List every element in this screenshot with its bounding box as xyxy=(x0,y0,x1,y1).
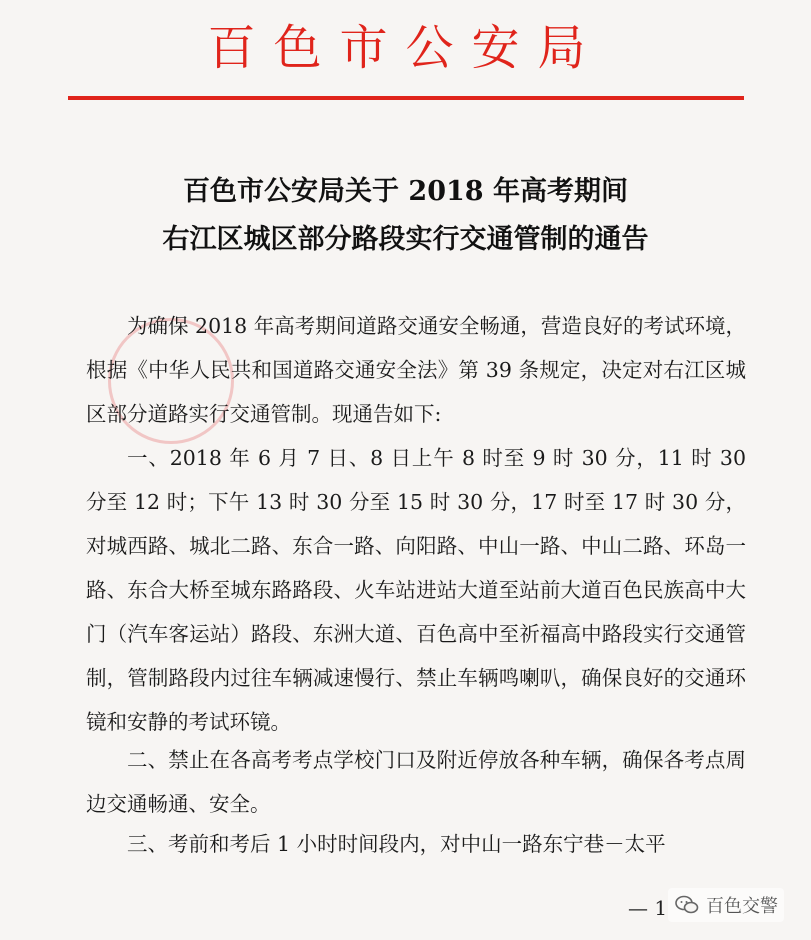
page-number: — 1 xyxy=(628,896,668,920)
clause-2-paragraph: 二、禁止在各高考考点学校门口及附近停放各种车辆，确保各考点周边交通畅通、安全。 xyxy=(86,748,746,816)
red-divider-line xyxy=(68,96,744,100)
intro-paragraph: 为确保 2018 年高考期间道路交通安全畅通，营造良好的考试环境，根据《中华人民共和国道路交通安全法》第 39 条规定，决定对右江区城区部分道路实行交通管制。现通告如下: xyxy=(86,314,746,426)
document-title-line-1: 百色市公安局关于 2018 年高考期间 xyxy=(183,176,628,207)
document-title-line-2: 右江区城区部分路段实行交通管制的通告 xyxy=(162,224,649,255)
issuing-authority-header: 百色市公安局 xyxy=(207,20,604,76)
wechat-icon xyxy=(674,892,700,918)
clause-3-paragraph: 三、考前和考后 1 小时时间段内，对中山一路东宁巷－太平 xyxy=(127,832,666,856)
clause-1-paragraph: 一、2018 年 6 月 7 日、8 日上午 8 时至 9 时 30 分，11 时 30 分至 12 时；下午 13 时 30 分至 15 时 30 分，17 时至 17 时 30 分，对城西路、城北二路、东合一路、向阳路、中山一路、中山二路、环岛一路、东合大桥至城东路路段、火车站进站大道至站前大道百色民族高中大门（汽车客运站）路段、东洲大道、百色高中至祈福高中路段实行交通管制，管制路段内过往车辆减速慢行、禁止车辆鸣喇叭，确保良好的交通环镜和安静的考试环镜。 xyxy=(86,446,746,734)
watermark-label: 百色交警 xyxy=(706,896,778,917)
account-watermark xyxy=(668,888,784,922)
